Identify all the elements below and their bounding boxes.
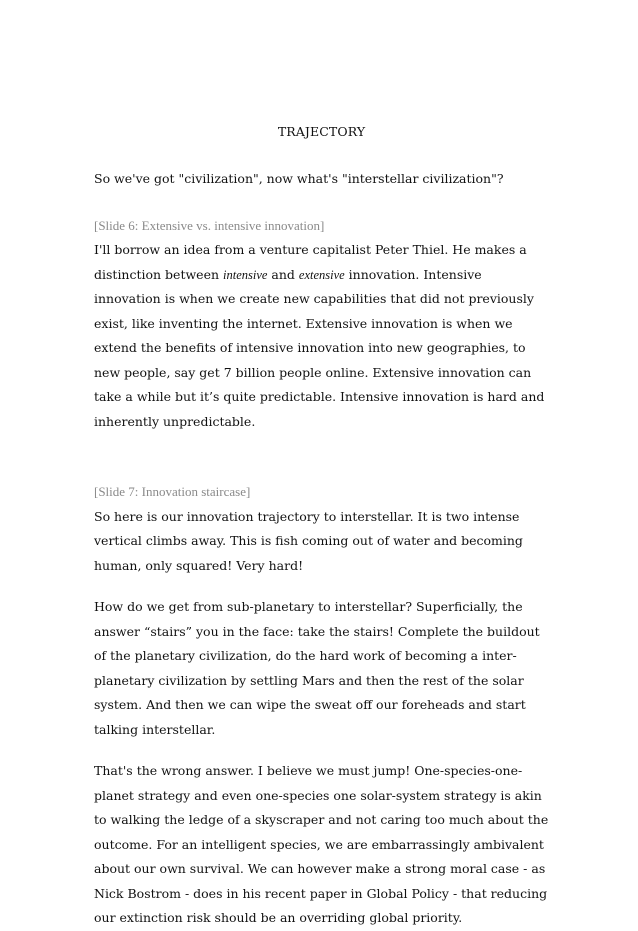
slide-6-label: [Slide 6: Extensive vs. intensive innovation] [94,217,325,233]
jump-paragraph: That's the wrong answer. I believe we must jump! One-species-one-planet strategy and even one-species one solar-system strategy is akin to walking the ledge of a skyscraper and not caring too much about the outcome. For an intelligent species, we are embarrassingly ambivalent about our own survival. We can however make a strong moral case - as Nick Bostrom - does in his recent paper in Global Policy - that reducing our extinction risk should be an overriding global priority. [94,763,549,925]
document-body [94,124,549,931]
innovation-paragraph [94,238,549,434]
innovation-text-b: and [267,266,299,282]
intro-paragraph: So we've got "civilization", now what's "interstellar civilization"? [94,171,504,186]
page-title: TRAJECTORY [277,124,366,139]
staircase-paragraph: So here is our innovation trajectory to interstellar. It is two intense vertical climbs away. This is fish coming out of water and becoming human, only squared! Very hard! [94,508,523,573]
slide-7-label: [Slide 7: Innovation staircase] [94,484,251,499]
intensive-emphasis: intensive [223,267,268,282]
stairs-paragraph: How do we get from sub-planetary to interstellar? Superficially, the answer “stairs” you in the face: take the stairs! Complete the buildout of the planetary civilization, do the hard work of becoming a inter-planetary civilization by settling Mars and then the rest of the solar system. And then we can wipe the sweat off our foreheads and start talking interstellar. [94,599,540,737]
extensive-emphasis: extensive [298,267,345,282]
innovation-text-c: innovation. Intensive innovation is when we create new capabilities that did not previously exist, like inventing the internet. Extensive innovation is when we extend the benefits of intensive innovation into new geographies, to new people, say get 7 billion people online. Extensive innovation can take a while but it’s quite predictable. Intensive innovation is hard and inherently unpredictable. [94,266,545,429]
innovation-text-a: I'll borrow an idea from a venture capitalist Peter Thiel. He makes a distinction between [94,242,527,282]
